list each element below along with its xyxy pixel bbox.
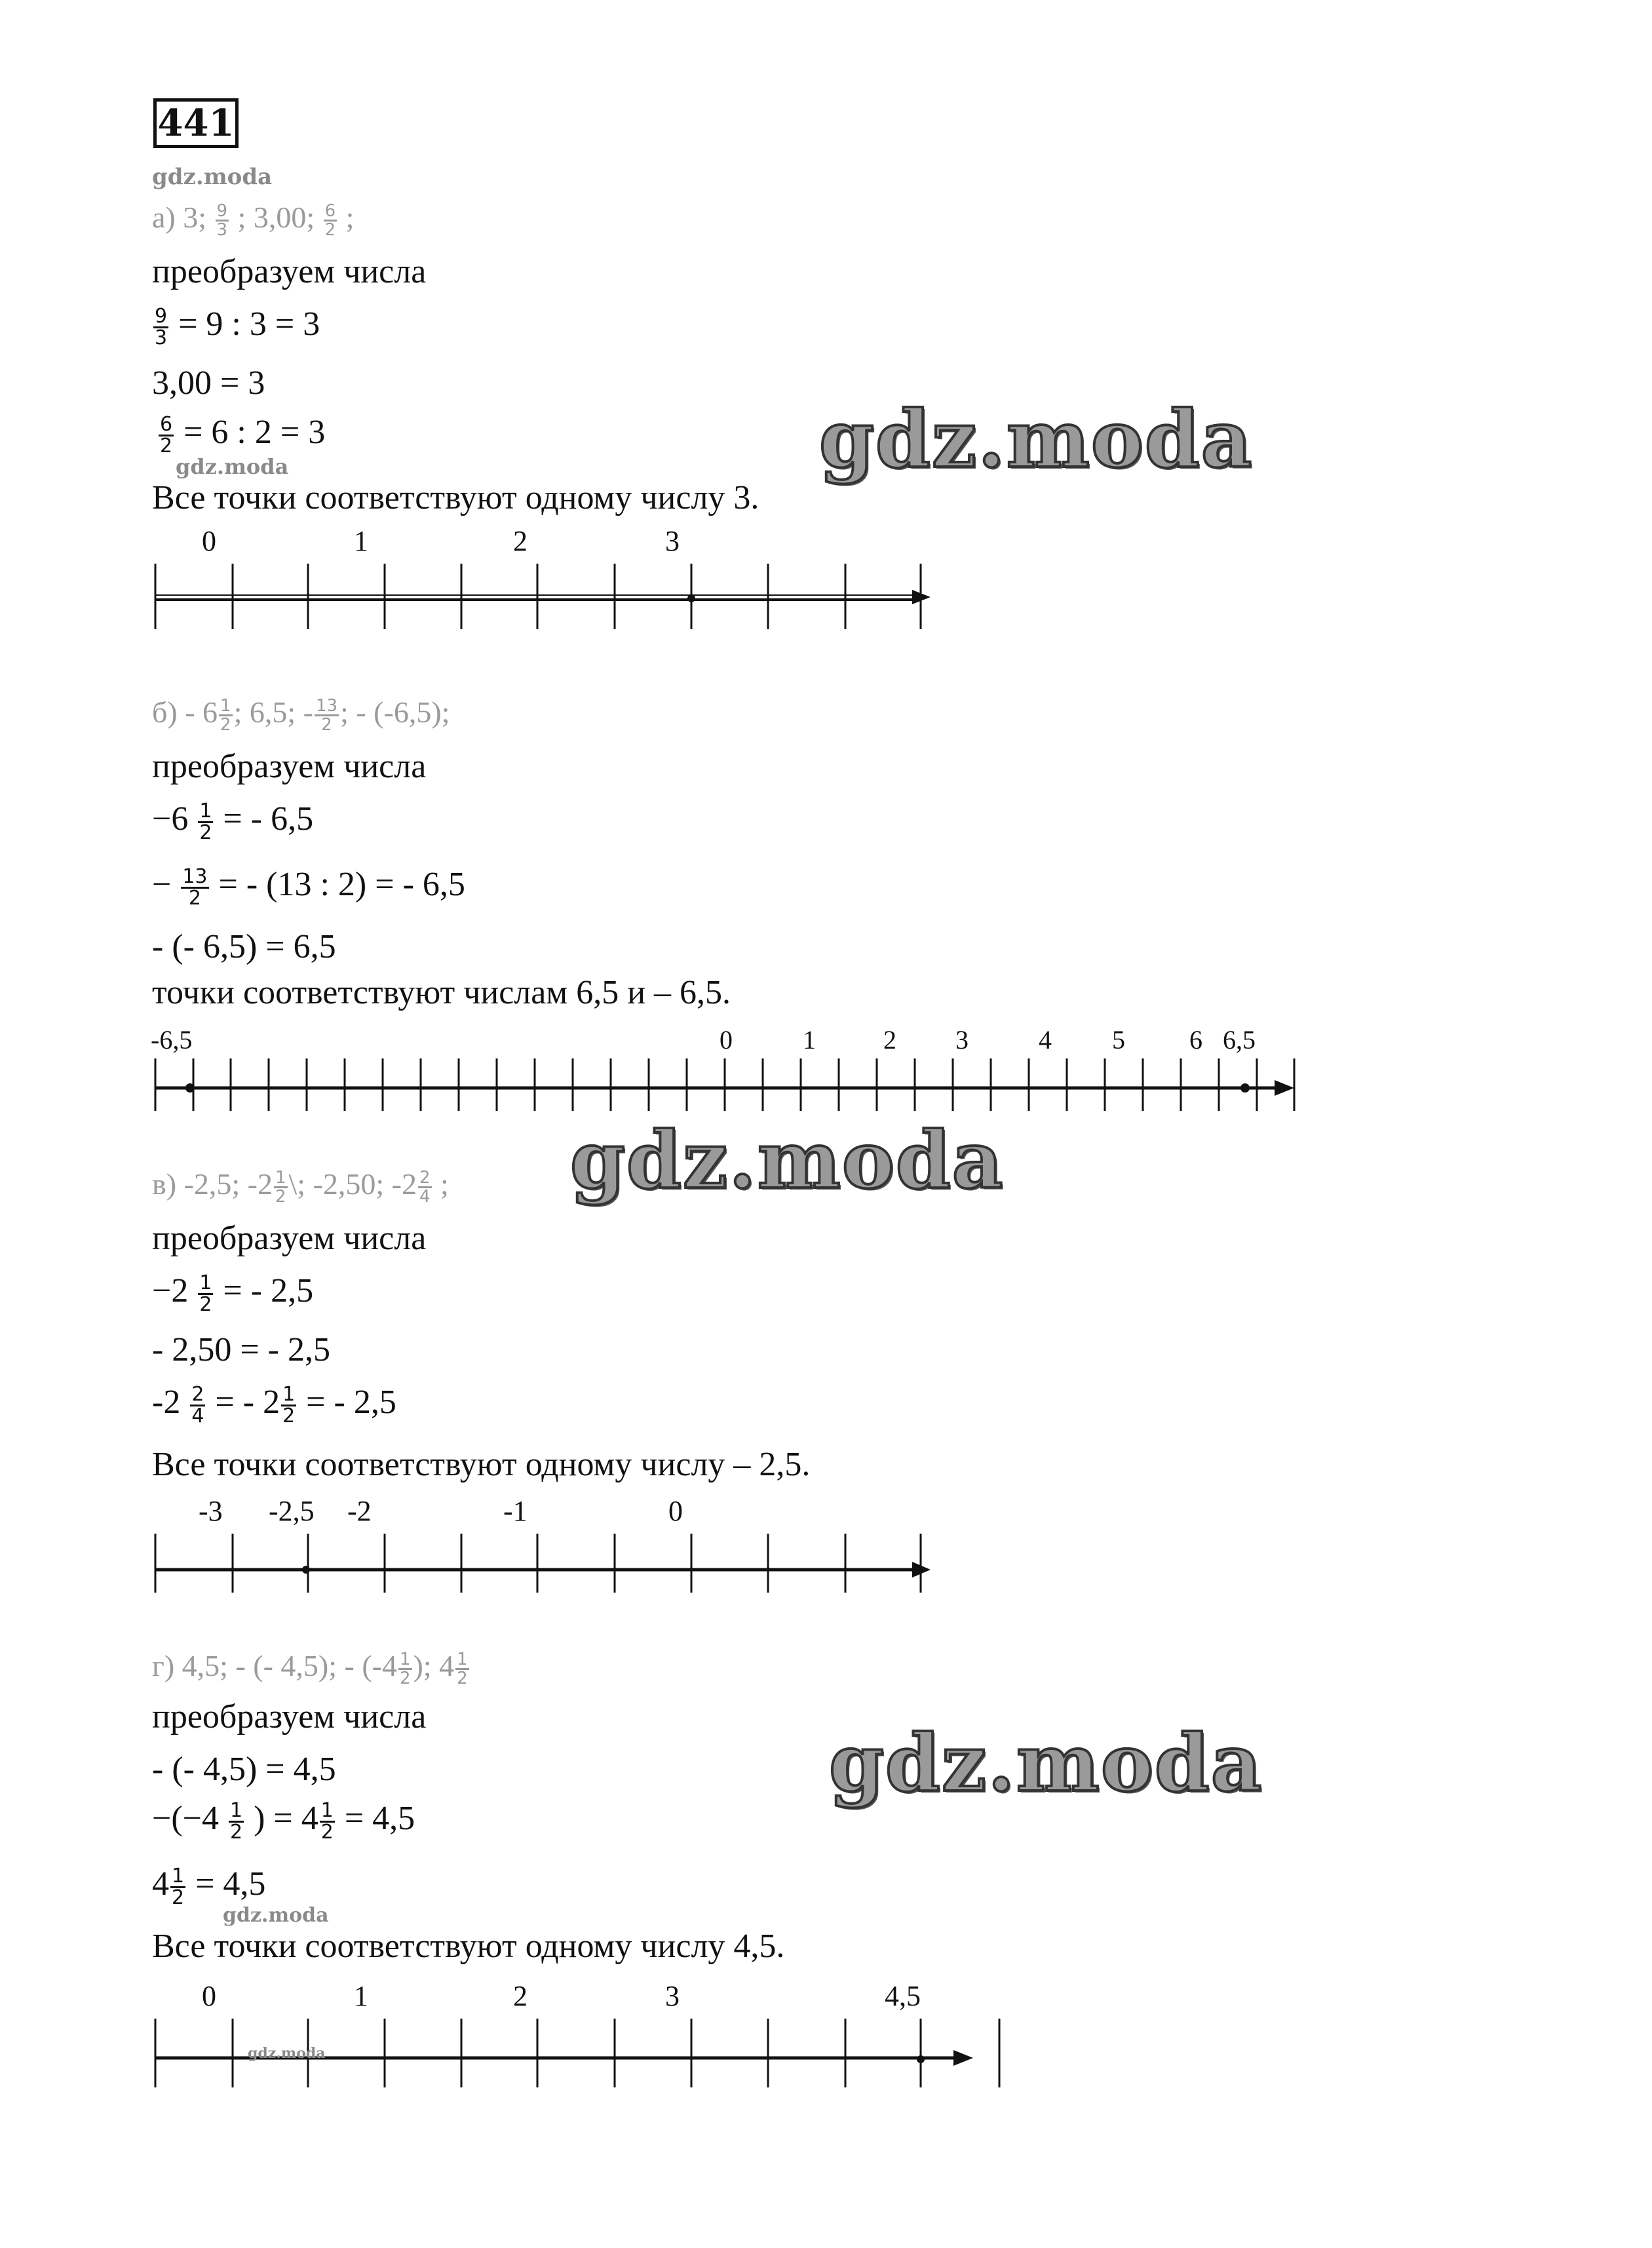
tick-label: 3 <box>665 525 680 557</box>
fraction: $\frac{1}{2}$ <box>199 1271 212 1316</box>
point <box>917 2055 925 2063</box>
step-b-3: - (- 6,5) = 6,5 <box>152 928 336 965</box>
watermark-small: gdz.moda <box>223 1904 329 1927</box>
point <box>1240 1083 1250 1093</box>
step-b-2: − $\frac{13}{2}$ = - (13 : 2) = - 6,5 <box>152 864 465 910</box>
ticks <box>155 1058 1294 1111</box>
tick-label: -6,5 <box>151 1025 193 1055</box>
step-a-3: $\frac{6}{2}$ = 6 : 2 = 3 <box>160 412 326 457</box>
conclusion-b: точки соответствуют числам 6,5 и – 6,5. <box>152 974 731 1011</box>
heading-c: преобразуем числа <box>152 1220 427 1257</box>
tick-label: 3 <box>955 1025 969 1055</box>
fraction: $\frac{1}{2}$ <box>320 1798 334 1844</box>
tick-label: -2,5 <box>269 1495 315 1527</box>
fraction: $\frac{1}{2}$ <box>172 1864 185 1909</box>
watermark-large: gdz.moda <box>819 393 1254 486</box>
tick-label: 1 <box>354 525 368 557</box>
tick-label: -3 <box>199 1495 223 1527</box>
tick-label: 0 <box>202 1980 216 2012</box>
number-line-a <box>0 518 1311 636</box>
tick-label: -1 <box>503 1495 528 1527</box>
conclusion-d: Все точки соответствуют одному числу 4,5. <box>152 1928 785 1965</box>
step-a-2: 3,00 = 3 <box>152 364 265 402</box>
fraction: $\frac{1}{2}$ <box>199 799 212 844</box>
tick-label: 0 <box>720 1025 733 1055</box>
fraction: $\frac{6}{2}$ <box>160 412 173 457</box>
tick-label: 4,5 <box>885 1980 921 2012</box>
number-line-c <box>0 1488 1311 1599</box>
tick-label: 4 <box>1039 1025 1052 1055</box>
tick-label: 1 <box>803 1025 816 1055</box>
task-a: а) 3; $\frac{9}{3}$ ; 3,00; $\frac{6}{2}$ ; <box>152 201 355 240</box>
step-d-1: - (- 4,5) = 4,5 <box>152 1751 336 1788</box>
conclusion-a: Все точки соответствуют одному числу 3. <box>152 479 759 516</box>
tick-label: 2 <box>883 1025 896 1055</box>
fraction: $\frac{13}{2}$ <box>315 695 338 735</box>
fraction: $\frac{9}{3}$ <box>216 201 228 240</box>
fraction: $\frac{6}{2}$ <box>324 201 336 240</box>
step-c-2: - 2,50 = - 2,5 <box>152 1331 330 1368</box>
task-d: г) 4,5; - (- 4,5); - (-4 $\frac{1}{2}$ ); 4 $\frac{1}{2}$ <box>152 1649 468 1688</box>
tick-label: 1 <box>354 1980 368 2012</box>
tick-label: 0 <box>202 525 216 557</box>
step-c-1: −2 $\frac{1}{2}$ = - 2,5 <box>152 1271 314 1316</box>
point <box>185 1083 195 1093</box>
fraction: $\frac{1}{2}$ <box>220 695 231 735</box>
heading-b: преобразуем числа <box>152 748 427 785</box>
watermark-small: gdz.moda <box>176 454 289 479</box>
ticks <box>155 1534 921 1593</box>
step-d-2: −(−4 $\frac{1}{2}$ ) = 4 $\frac{1}{2}$ = 4,5 <box>152 1798 415 1844</box>
point <box>302 1566 310 1574</box>
watermark-small: gdz.moda <box>248 2045 326 2062</box>
fraction: $\frac{1}{2}$ <box>229 1798 243 1844</box>
tick-label: 6,5 <box>1223 1025 1256 1055</box>
fraction: $\frac{1}{2}$ <box>457 1649 468 1688</box>
heading-a: преобразуем числа <box>152 253 427 290</box>
task-c: в) -2,5; -2 $\frac{1}{2}$ \; -2,50; -2 $\frac{2}{4}$ ; <box>152 1167 449 1207</box>
tick-label: 2 <box>513 525 528 557</box>
step-c-3: -2 $\frac{2}{4}$ = - 2 $\frac{1}{2}$ = - 2,5 <box>152 1382 396 1427</box>
task-b: б) - 6 $\frac{1}{2}$ ; 6,5; - $\frac{13}{2}$ ; - (-6,5); <box>152 695 450 735</box>
watermark-large: gdz.moda <box>829 1717 1263 1810</box>
tick-label: 6 <box>1189 1025 1202 1055</box>
axis-arrow <box>1275 1080 1294 1096</box>
point <box>687 594 695 602</box>
watermark-small: gdz.moda <box>152 164 273 190</box>
axis-arrow <box>953 2050 973 2066</box>
fraction: $\frac{1}{2}$ <box>399 1649 411 1688</box>
fraction: $\frac{1}{2}$ <box>282 1382 296 1427</box>
fraction: $\frac{2}{4}$ <box>419 1167 431 1207</box>
conclusion-c: Все точки соответствуют одному числу – 2,5. <box>152 1446 811 1483</box>
heading-d: преобразуем числа <box>152 1698 427 1735</box>
tick-label: 2 <box>513 1980 528 2012</box>
fraction: $\frac{1}{2}$ <box>275 1167 286 1207</box>
problem-number: 441 <box>153 98 239 148</box>
tick-label: 3 <box>665 1980 680 2012</box>
tick-label: 0 <box>668 1495 683 1527</box>
fraction: $\frac{13}{2}$ <box>182 864 208 910</box>
step-b-1: −6 $\frac{1}{2}$ = - 6,5 <box>152 799 314 844</box>
tick-label: 5 <box>1112 1025 1125 1055</box>
ticks <box>155 564 921 629</box>
fraction: $\frac{2}{4}$ <box>191 1382 204 1427</box>
number-line-d <box>0 1966 1311 2097</box>
tick-label: -2 <box>347 1495 372 1527</box>
fraction: $\frac{9}{3}$ <box>155 304 168 349</box>
number-line-b <box>0 1016 1376 1121</box>
step-d-3: 4 $\frac{1}{2}$ = 4,5 <box>152 1864 266 1909</box>
watermark-large: gdz.moda <box>570 1114 1005 1207</box>
step-a-1: $\frac{9}{3}$ = 9 : 3 = 3 <box>155 304 320 349</box>
